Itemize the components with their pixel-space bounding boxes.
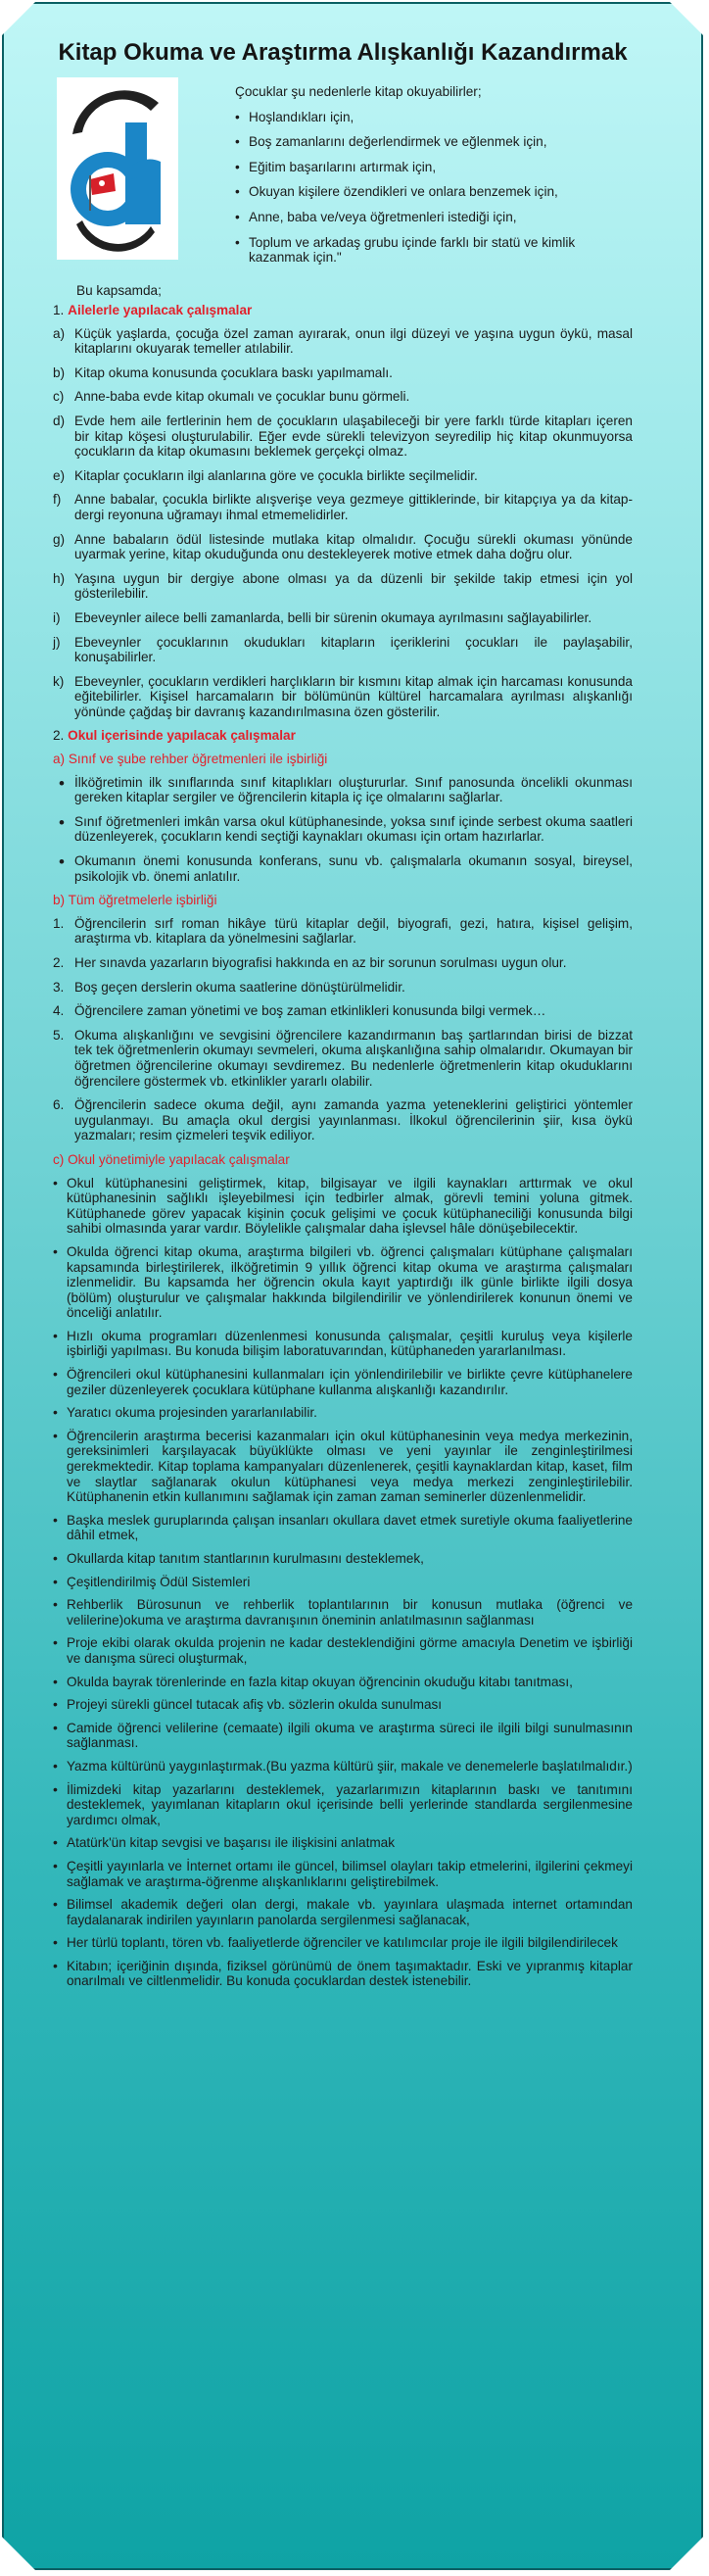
family-list xyxy=(53,326,633,720)
teacher-list xyxy=(53,775,633,885)
subsection-b-heading: b) Tüm öğretmelerle işbirliği xyxy=(53,893,217,908)
list-item: • Yaratıcı okuma projesinden yararlanılabilir. xyxy=(53,1405,633,1421)
list-item: g) Anne babaların ödül listesinde mutlaka kitap olmalıdır. Çocuğu sürekli okuması yönünde uyarmak yerine, kitap okuduğunda onu destekleyerek motive etmek daha doğru olur. xyxy=(53,531,633,562)
list-item: f) Anne babalar, çocukla birlikte alışverişe veya gezmeye gittiklerinde, bir kitapçıya ya da kitap-dergi reyonuna uğramayı ihmal etmemelidirler. xyxy=(53,492,633,522)
list-item: i) Ebeveynler ailece belli zamanlarda, belli bir sürenin okumaya ayrılmasını sağlayabilirler. xyxy=(53,609,592,625)
subsection-c-heading: c) Okul yönetimiyle yapılacak çalışmalar xyxy=(53,1151,290,1167)
list-item: • İlimizdeki kitap yazarlarını desteklemek, yazarlarımızın kitaplarının baskı ve tanıtımını desteklemek, yayımlanan kitapların okul içerisinde belli yerlerinde standlarda sergilenmesine yardımcı olmak, xyxy=(53,1782,633,1828)
list-item: • Atatürk'ün kitap sevgisi ve başarısı ile ilişkisini anlatmak xyxy=(53,1835,633,1851)
list-item: • Okul kütüphanesini geliştirmek, kitap, bilgisayar ve ilgili kaynakları arttırmak ve okul kütüphanesinin sağlıklı işleyebilmesi için tedbirler almak, görevli temini yoluna gitmek. Kütüphanede görev yapacak kişinin çocuk gelişimi ve çocuk kütüphaneciliği konusunda bilgi sahibi olmasında yarar vardır. Böylelikle çalışmalar daha işlevsel hâle dönüşebilecektir. xyxy=(53,1176,633,1237)
list-item: • Çeşitlendirilmiş Ödül Sistemleri xyxy=(53,1575,633,1590)
list-item: • Kitabın; içeriğinin dışında, fiziksel görünümü de önem taşımaktadır. Eski ve yıpranmış kitaplar onarılmalı ve ciltlenmelidir. Bu konuda çocuklardan destek istenebilir. xyxy=(53,1959,633,1989)
list-item: • Okullarda kitap tanıtım stantlarının kurulmasını desteklemek, xyxy=(53,1551,633,1567)
list-item: • Çeşitli yayınlarla ve İnternet ortamı ile güncel, bilimsel olayları takip etmelerini, ilgilerini çekmeyi sağlamak ve araştırma-öğrenme alışkanlıklarını geliştirebilmek. xyxy=(53,1859,633,1889)
list-item: 1. Öğrencilerin sırf roman hikâye türü kitaplar değil, biyografi, gezi, hatıra, kişisel gelişim, araştırma vb. kitaplara da yönelmesini sağlarlar. xyxy=(53,915,633,947)
section-2-heading: 2. Okul içerisinde yapılacak çalışmalar xyxy=(53,728,296,744)
list-item: • Öğrencilerin araştırma becerisi kazanmaları için okul kütüphanesinin veya medya merkezinin, gereksinimleri karşılayacak büyüklükte olması ve yeni yayınlar ile zenginleştirilmesi gerekmektedir. Kitap toplama kampanyaları düzenlenerek, çeşitli kaynaklardan kitap, kaset, film ve slaytlar sağlanarak okulun kütüphanesi veya medya merkezi zenginleştirilebilir. Kütüphanenin etkin kullanımını sağlamak için zaman zaman seminerler düzenlenmelidir. xyxy=(53,1429,633,1505)
list-item: 3. Boş geçen derslerin okuma saatlerine dönüştürülmelidir. xyxy=(53,979,405,995)
list-item: • Eğitim başarılarını artırmak için, xyxy=(235,160,633,175)
list-item: • İlköğretimin ilk sınıflarında sınıf kitaplıkları oluştururlar. Sınıf panosunda öncelikli okunması gereken kitaplar sergiler ve öğrencilerin kitapla iç içe olmalarını sağlarlar. xyxy=(53,775,633,805)
list-item: d) Evde hem aile fertlerinin hem de çocukların ulaşabileceği bir yere farklı türde kitapları içeren bir kitap köşesi oluşturulabilir. Eğer evde sürekli televizyon seyredilip hiç kitap okunmuyorsa çocukların da kitap okumasını beklemek gerçekçi olmaz. xyxy=(53,413,633,460)
list-item: • Hızlı okuma programları düzenlenmesi konusunda çalışmalar, çeşitli kuruluş veya kişilerle işbirliği yapılması. Bu konuda bilişim laboratuvarından, kütüphaneden yararlanılması. xyxy=(53,1329,633,1359)
list-item: 4. Öğrencilere zaman yönetimi ve boş zaman etkinlikleri konusunda bilgi vermek… xyxy=(53,1003,546,1019)
list-item: • Okumanın önemi konusunda konferans, sunu vb. çalışmalarla okumanın sosyal, bireysel, psikolojik vb. önemi anlatılır. xyxy=(53,853,633,884)
list-item: • Yazma kültürünü yaygınlaştırmak.(Bu yazma kültürü şiir, makale ve denemelerle başlatılmalıdır.) xyxy=(53,1759,633,1774)
section-1-title: Ailelerle yapılacak çalışmalar xyxy=(68,303,253,317)
intro-section xyxy=(53,77,633,299)
list-item: • Her türlü toplantı, tören vb. faaliyetlerde öğrenciler ve katılımcılar proje ile ilgili bilgilendirilecek xyxy=(53,1935,633,1951)
list-item: • Sınıf öğretmenleri imkân varsa okul kütüphanesinde, yoksa sınıf içinde serbest okuma saatleri düzenleyerek, çocukların kendi seçtiği kaynakları okuması için ortam hazırlarlar. xyxy=(53,814,633,845)
scope-text: Bu kapsamda; xyxy=(76,283,162,298)
reasons-list xyxy=(235,110,633,266)
management-list xyxy=(53,1176,633,1990)
section-2-title: Okul içerisinde yapılacak çalışmalar xyxy=(68,728,296,744)
section-1-heading: 1. Ailelerle yapılacak çalışmalar xyxy=(53,303,253,317)
list-item: • Hoşlandıkları için, xyxy=(235,110,633,125)
list-item: • Boş zamanlarını değerlendirmek ve eğlenmek için, xyxy=(235,134,633,150)
list-item: b) Kitap okuma konusunda çocuklara baskı yapılmamalı. xyxy=(53,365,393,380)
list-item: • Camide öğrenci velilerine (cemaate) ilgili okuma ve araştırma süreci ile ilgili bilgi sunulmasının sağlanması. xyxy=(53,1721,633,1751)
subsection-a-heading: a) Sınıf ve şube rehber öğretmenleri ile işbirliği xyxy=(53,752,328,767)
list-item: • Öğrencileri okul kütüphanesini kullanmaları için yönlendirilebilir ve birlikte çevre kütüphanelere geziler düzenleyerek çocuklara kütüphane kullanma alışkanlığı kazandırılır. xyxy=(53,1367,633,1397)
list-item: 2. Her sınavda yazarların biyografisi hakkında en az bir sorunun sorulması uygun olur. xyxy=(53,955,567,970)
document xyxy=(53,37,633,1997)
list-item: • Toplum ve arkadaş grubu içinde farklı bir statü ve kimlik kazanmak için." xyxy=(235,235,633,266)
oh-logo-icon xyxy=(57,77,178,260)
list-item: e) Kitaplar çocukların ilgi alanlarına göre ve çocukla birlikte seçilmelidir. xyxy=(53,467,478,483)
list-item: c) Anne-baba evde kitap okumalı ve çocuklar bunu görmeli. xyxy=(53,389,410,405)
list-item: • Bilimsel akademik değeri olan dergi, makale vb. yayınlara ulaşmada internet ortamından faydalanarak indirilen yayınların panolarda sergilenmesi sağlanacak, xyxy=(53,1897,633,1927)
list-item: • Okulda bayrak törenlerinde en fazla kitap okuyan öğrencinin okuduğu kitabı tanıtması, xyxy=(53,1675,633,1690)
list-item: 6. Öğrencilerin sadece okuma değil, aynı zamanda yazma yeteneklerini geliştirici yöntemler uygulanmayı. Bu amaçla okul dergisi yayınlanması. İlkokul öğrencilerinin şiir, kısa öykü yazmaları; resim çizmeleri teşvik ediliyor. xyxy=(53,1097,633,1143)
list-item: • Başka meslek guruplarında çalışan insanları okullara davet etmek suretiyle okuma faaliyetlerine dâhil etmek, xyxy=(53,1513,633,1543)
list-item: • Okulda öğrenci kitap okuma, araştırma bilgileri vb. öğrenci çalışmaları kütüphane çalışmaları kapsamında birleştirilerek, ilköğretimin 9 yıllık öğrenci kitap okuma ve araştırma çalışmaları izlenmelidir. Bu kapsamda her öğrencin okula kayıt yaptırdığı ilk günle birlikte ilgili dosya (bölüm) oluşturulur ve çalışmalar hakkında bilgilendirilir ve yönlendirilerek konunun önemi ve önceliği anlatılır. xyxy=(53,1244,633,1321)
list-item: • Rehberlik Bürosunun ve rehberlik toplantılarının bir konusun mutlaka (öğrenci ve velilerine)okuma ve araştırma davranışının öneminin anlatılmasının sağlanması xyxy=(53,1597,633,1628)
list-item: k) Ebeveynler, çocukların verdikleri harçlıkların bir kısmını kitap almak için harcaması konusunda eğitebilirler. Kişisel harcamaların bir bölümünün kültürel harcamalara ayrılması alışkanlığı yönünde çağdaş bir davranış kazandırılmasına özen gösterilir. xyxy=(53,673,633,719)
list-item: • Anne, baba ve/veya öğretmenleri istediği için, xyxy=(235,210,633,225)
all-teachers-list xyxy=(53,916,633,1143)
list-item: • Okuyan kişilere özendikleri ve onlara benzemek için, xyxy=(235,184,633,200)
page-title: Kitap Okuma ve Araştırma Alışkanlığı Kazandırmak xyxy=(58,39,628,66)
intro-lead: Çocuklar şu nedenlerle kitap okuyabilirler; xyxy=(235,84,482,99)
list-item: • Projeyi sürekli güncel tutacak afiş vb. sözlerin okulda sunulması xyxy=(53,1697,633,1713)
list-item: 5. Okuma alışkanlığını ve sevgisini öğrencilere kazandırmanın baş şartlarından birisi de bizzat tek tek öğretmenlerin okumayı sevmeleri, okuma alışkanlığına sahip olmalarıdır. Okumayan bir öğretmen öğrencilerine okumayı sevdiremez. Bu nedenlerle öğretmenlerin kitap okuduklarını öğrencilere göstermek vb. etkinlikler yararlı olabilir. xyxy=(53,1027,633,1089)
list-item: • Proje ekibi olarak okulda projenin ne kadar desteklendiğini görme amacıyla Denetim ve işbirliği ve danışma süreci oluşturmak, xyxy=(53,1635,633,1666)
list-item: a) Küçük yaşlarda, çocuğa özel zaman ayırarak, onun ilgi düzeyi ve yaşına uygun öykü, masal kitaplarını okuyarak temeller atılabilir. xyxy=(53,325,633,357)
intro-text xyxy=(235,84,633,266)
list-item: h) Yaşına uygun bir dergiye abone olması ya da düzenli bir şekilde takip etmesi için yol gösterilebilir. xyxy=(53,570,633,602)
list-item: j) Ebeveynler çocuklarının okudukları kitapların içeriklerini çocukları ile paylaşabilir, konuşabilirler. xyxy=(53,634,633,665)
